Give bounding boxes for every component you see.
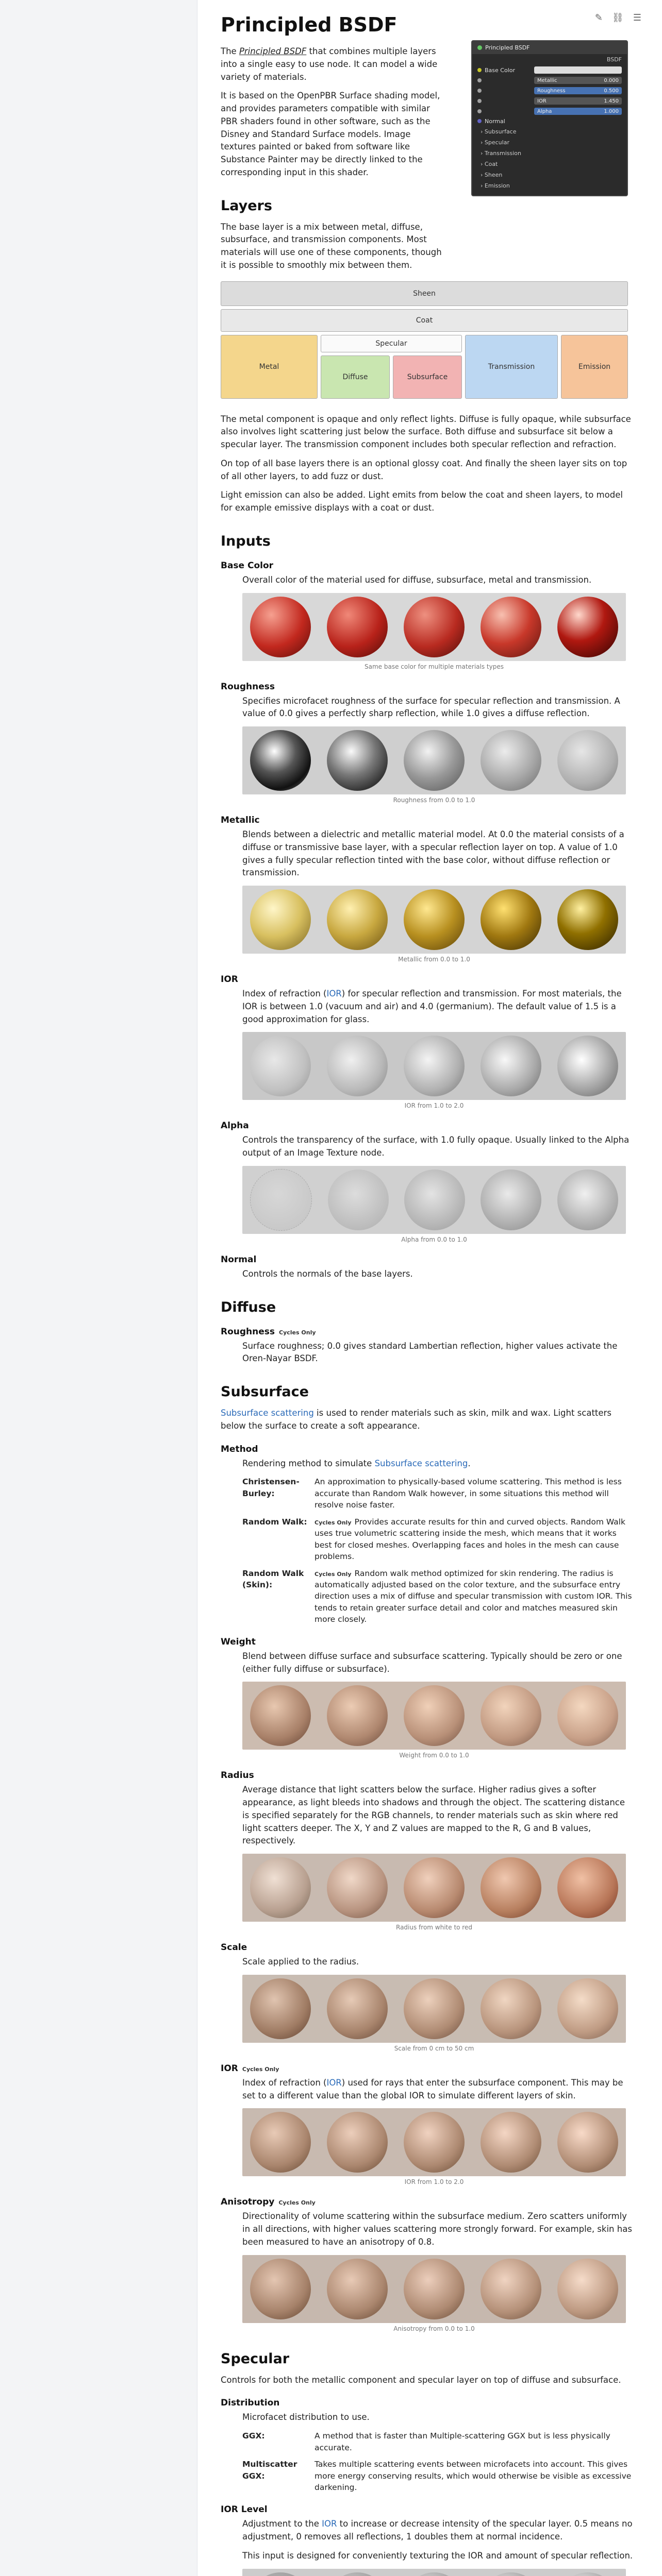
layers-paragraph-3: On top of all base layers there is an optional glossy coat. And finally the sheen layer sits on top of all other layers, to add fuzz or dust.: [221, 458, 627, 481]
render-sphere: [404, 1978, 465, 2039]
main-content: [221, 0, 633, 2576]
render-sphere: [404, 889, 465, 950]
method-random-walk-skin: Random Walk (Skin): Cycles Only Random walk method optimized for skin rendering. The radius is automatically adjusted based on the color texture, and the subsurface entry direction uses a mix of diffuse and specular transmission with custom IOR. This tends to retain greater surface detail and color and matches measured skin more closely.: [242, 1568, 632, 1624]
intro-section: [221, 44, 633, 189]
render-sphere: [327, 597, 388, 657]
render-sphere: [404, 1170, 465, 1230]
render-sphere: [557, 2572, 618, 2576]
layers-diagram: [221, 281, 628, 403]
subsurface-heading: Subsurface: [221, 1384, 309, 1400]
render-sphere: [481, 730, 541, 791]
layer-coat: Coat: [221, 309, 628, 332]
cycles-only-badge: Cycles Only: [242, 2065, 279, 2073]
method-title: Method: [221, 1444, 258, 1454]
render-sphere: [404, 730, 465, 791]
inputs-heading: Inputs: [221, 533, 271, 549]
base-color-title: Base Color: [221, 560, 274, 571]
scale-caption: Scale from 0 cm to 50 cm: [394, 2044, 474, 2052]
alpha-caption: Alpha from 0.0 to 1.0: [401, 1235, 467, 1243]
render-sphere: [557, 2112, 618, 2173]
radius-caption: Radius from white to red: [396, 1924, 472, 1931]
ior-level-title: IOR Level: [221, 2504, 268, 2515]
node-row-base-color: Base Color: [472, 65, 627, 75]
render-sphere: [481, 1685, 541, 1746]
render-sphere: [404, 2259, 465, 2319]
diffuse-roughness-text: Surface roughness; 0.0 gives standard Lambertian reflection, higher values activate the Oren-Nayar BSDF.: [242, 1341, 618, 1364]
alpha-text: Controls the transparency of the surface, with 1.0 fully opaque. Usually linked to the Alpha output of an Image Texture node.: [242, 1135, 630, 1158]
normal-text: Controls the normals of the base layers.: [242, 1268, 413, 1279]
render-sphere: [250, 1857, 311, 1918]
layer-diffuse: Diffuse: [321, 355, 390, 399]
roughness-title: Roughness: [221, 681, 275, 692]
render-sphere: [250, 1036, 311, 1096]
method-christensen-burley: Christensen-Burley: An approximation to physically-based volume scattering. This method is less accurate than Random Walk however, in some situations this method will resolve noise faster.: [242, 1477, 622, 1510]
render-sphere: [557, 1036, 618, 1096]
toc-icon[interactable]: ☰: [633, 12, 641, 23]
roughness-caption: Roughness from 0.0 to 1.0: [393, 796, 475, 804]
render-sphere: [250, 889, 311, 950]
node-subpanel: › Subsurface: [481, 128, 517, 135]
edit-icon[interactable]: ✎: [594, 12, 603, 23]
layer-subsurface: Subsurface: [393, 355, 462, 399]
alpha-render: [242, 1166, 626, 1234]
ior-text: Index of refraction (IOR) for specular reflection and transmission. For most materials, the IOR is between 1.0 (vacuum and air) and 4.0 (germanium). The default value of 1.5 is a good approximation for glass.: [242, 989, 622, 1024]
ior-link[interactable]: IOR: [322, 2519, 337, 2529]
render-sphere: [557, 597, 618, 657]
render-sphere: [327, 2112, 388, 2173]
node-row-roughness: Roughness 0.500: [472, 86, 627, 96]
page-title: Principled BSDF: [221, 13, 398, 36]
render-sphere: [557, 1170, 618, 1230]
node-output-label: BSDF: [606, 56, 622, 63]
scale-title: Scale: [221, 1942, 247, 1953]
link-icon[interactable]: ⛓: [612, 12, 624, 23]
render-sphere: [250, 2572, 311, 2576]
ior-link[interactable]: IOR: [326, 989, 342, 998]
render-sphere: [481, 2259, 541, 2319]
render-sphere: [481, 2572, 541, 2576]
render-sphere: [404, 1857, 465, 1918]
node-row-ior: IOR 1.450: [472, 96, 627, 106]
metallic-caption: Metallic from 0.0 to 1.0: [398, 956, 470, 963]
intro-paragraph-2: It is based on the OpenPBR Surface shading model, and provides parameters compatible with similar PBR shaders found in other software, such as the Disney and Standard Surface models. Image textures painted or baked from software like Substance Painter may be directly linked to the corresponding input in this shader.: [221, 91, 440, 177]
distribution-multiscatter-ggx: Multiscatter GGX: Takes multiple scattering events between microfacets into account. This gives more energy conserving results, which would otherwise be visible as excessive darkening.: [242, 2460, 632, 2492]
node-row-alpha: Alpha 1.000: [472, 106, 627, 116]
render-sphere: [327, 2572, 388, 2576]
render-sphere: [327, 2259, 388, 2319]
cycles-only-badge: Cycles Only: [279, 1329, 316, 1336]
ior-title: IOR: [221, 974, 238, 985]
metallic-title: Metallic: [221, 815, 260, 825]
intro-paragraph-1: The Principled BSDF that combines multiple layers into a single easy to use node. It can model a wide variety of materials.: [221, 46, 438, 82]
render-sphere: [481, 1857, 541, 1918]
render-sphere: [404, 1036, 465, 1096]
radius-render: [242, 1854, 626, 1922]
weight-render: [242, 1682, 626, 1750]
anisotropy-title: Anisotropy Cycles Only: [221, 2197, 316, 2208]
node-subpanel: › Coat: [481, 161, 498, 167]
specular-intro: Controls for both the metallic component and specular layer on top of diffuse and subsurface.: [221, 2375, 621, 2385]
render-sphere: [327, 730, 388, 791]
render-sphere: [250, 1685, 311, 1746]
sidebar: [0, 0, 197, 2576]
base-color-caption: Same base color for multiple materials types: [365, 663, 504, 670]
node-subpanel: › Transmission: [481, 150, 521, 157]
diffuse-roughness-title: Roughness Cycles Only: [221, 1326, 316, 1337]
node-subpanel: › Sheen: [481, 172, 503, 178]
node-row-normal: Normal: [472, 116, 627, 126]
subsurface-ior-text: Index of refraction (IOR) used for rays that enter the subsurface component. This may be set to a different value than the global IOR to simulate different layers of skin.: [242, 2077, 623, 2100]
distribution-ggx: GGX: A method that is faster than Multiple-scattering GGX but is less physically accurate.: [242, 2431, 610, 2452]
layers-intro: The base layer is a mix between metal, diffuse, subsurface, and transmission components. Most materials will use one of these components, though it is possible to smoothly mix between them.: [221, 222, 442, 270]
render-sphere: [557, 730, 618, 791]
alpha-title: Alpha: [221, 1121, 249, 1131]
ior-level-text: Adjustment to the IOR to increase or decrease intensity of the specular layer. 0.5 means no adjustment, 0 removes all reflections, 1 doubles them at normal incidence.: [242, 2519, 633, 2542]
anisotropy-render: [242, 2255, 626, 2323]
render-sphere: [404, 2572, 465, 2576]
normal-title: Normal: [221, 1254, 257, 1265]
render-sphere: [481, 1978, 541, 2039]
cycles-only-badge: Cycles Only: [278, 2199, 316, 2207]
radius-text: Average distance that light scatters below the surface. Higher radius gives a softer appearance, as light bleeds into shadows and through the object. The scattering distance is specified separately for the RGB channels, to render materials such as skin where red light scatters deeper. The X, Y and Z values are mapped to the R, G and B values, respectively.: [242, 1785, 625, 1846]
roughness-text: Specifies microfacet roughness of the surface for specular reflection and transmission. A value of 0.0 gives a perfectly sharp reflection, while 1.0 gives a diffuse reflection.: [242, 696, 620, 719]
node-panel-title: Principled BSDF: [485, 44, 530, 51]
render-sphere: [557, 2259, 618, 2319]
render-sphere: [557, 1857, 618, 1918]
subsurface-ior-caption: IOR from 1.0 to 2.0: [404, 2178, 464, 2186]
layer-transmission: Transmission: [465, 335, 558, 399]
node-panel-image: [471, 40, 628, 196]
method-random-walk: Random Walk: Cycles Only Provides accurate results for thin and curved objects. Random Walk uses true volumetric scattering inside the mesh, which means that it works best for closed meshes. Overlapping faces and holes in the mesh can cause problems.: [242, 1517, 625, 1562]
render-sphere: [327, 1036, 388, 1096]
distribution-title: Distribution: [221, 2398, 280, 2409]
render-sphere: [481, 1036, 541, 1096]
render-sphere: [327, 1685, 388, 1746]
layer-specular: Specular: [321, 335, 462, 352]
weight-text: Blend between diffuse surface and subsurface scattering. Typically should be zero or one (either fully diffuse or subsurface).: [242, 1651, 622, 1674]
render-sphere: [250, 1978, 311, 2039]
scale-render: [242, 1975, 626, 2043]
render-sphere: [557, 1978, 618, 2039]
subsurface-scattering-link[interactable]: Subsurface scattering: [221, 1408, 314, 1418]
render-sphere: [250, 2112, 311, 2173]
method-link[interactable]: Subsurface scattering: [374, 1458, 468, 1468]
anisotropy-text: Directionality of volume scattering within the subsurface medium. Zero scatters uniformly in all directions, with higher values scattering more strongly forward. For example, skin has been measured to have an anisotropy of 0.8.: [242, 2211, 632, 2247]
ior-link[interactable]: IOR: [326, 2077, 342, 2088]
layer-sheen: Sheen: [221, 281, 628, 306]
render-sphere: [404, 1685, 465, 1746]
distribution-text: Microfacet distribution to use.: [242, 2412, 370, 2422]
render-sphere: [327, 1857, 388, 1918]
render-sphere: [327, 1978, 388, 2039]
metallic-render: [242, 886, 626, 954]
base-color-text: Overall color of the material used for diffuse, subsurface, metal and transmission.: [242, 574, 592, 585]
weight-title: Weight: [221, 1636, 256, 1647]
ior-level-render: [242, 2569, 626, 2576]
specular-heading: Specular: [221, 2350, 290, 2367]
ior-level-text-2: This input is designed for conveniently texturing the IOR and amount of specular reflection.: [242, 2550, 633, 2561]
layer-emission: Emission: [561, 335, 628, 399]
subsurface-ior-render: [242, 2108, 626, 2176]
render-sphere: [404, 597, 465, 657]
render-sphere: [557, 889, 618, 950]
render-sphere: [481, 1170, 541, 1230]
node-subpanel: › Specular: [481, 139, 509, 146]
render-sphere: [250, 597, 311, 657]
render-sphere: [327, 889, 388, 950]
render-sphere: [328, 1170, 389, 1230]
diffuse-heading: Diffuse: [221, 1299, 276, 1315]
layer-metal: Metal: [221, 335, 318, 399]
node-row-metallic: Metallic 0.000: [472, 75, 627, 86]
render-sphere: [404, 2112, 465, 2173]
base-color-render: [242, 593, 626, 661]
render-sphere: [250, 1169, 312, 1231]
anisotropy-caption: Anisotropy from 0.0 to 1.0: [393, 2325, 475, 2332]
radius-title: Radius: [221, 1770, 254, 1781]
render-sphere: [481, 597, 541, 657]
layers-paragraph-2: The metal component is opaque and only reflect lights. Diffuse is fully opaque, while subsurface also involves light scattering just below the surface. Both diffuse and subsurface sit below a specular layer. The transmission component includes both specular reflection and refraction.: [221, 414, 631, 449]
render-sphere: [481, 2112, 541, 2173]
metallic-text: Blends between a dielectric and metallic material model. At 0.0 the material consists of a diffuse or transmissive base layer, with a specular reflection layer on top. A value of 1.0 gives a fully specular reflection tinted with the base color, without diffuse reflection or transmission.: [242, 829, 624, 878]
render-sphere: [250, 730, 311, 791]
weight-caption: Weight from 0.0 to 1.0: [399, 1752, 469, 1759]
ior-caption: IOR from 1.0 to 2.0: [404, 1102, 464, 1110]
render-sphere: [250, 2259, 311, 2319]
subsurface-ior-title: IOR Cycles Only: [221, 2063, 279, 2074]
node-subpanel: › Emission: [481, 182, 510, 189]
render-sphere: [557, 1685, 618, 1746]
render-sphere: [481, 889, 541, 950]
layers-heading: Layers: [221, 197, 272, 214]
scale-text: Scale applied to the radius.: [242, 1957, 359, 1967]
method-text: Rendering method to simulate Subsurface scattering.: [242, 1458, 471, 1468]
layers-paragraph-4: Light emission can also be added. Light emits from below the coat and sheen layers, to model for example emissive displays with a coat or dust.: [221, 490, 623, 513]
ior-render: [242, 1032, 626, 1100]
subsurface-intro: Subsurface scattering is used to render materials such as skin, milk and wax. Light scatters below the surface to create a soft appearance.: [221, 1408, 611, 1431]
roughness-render: [242, 726, 626, 794]
